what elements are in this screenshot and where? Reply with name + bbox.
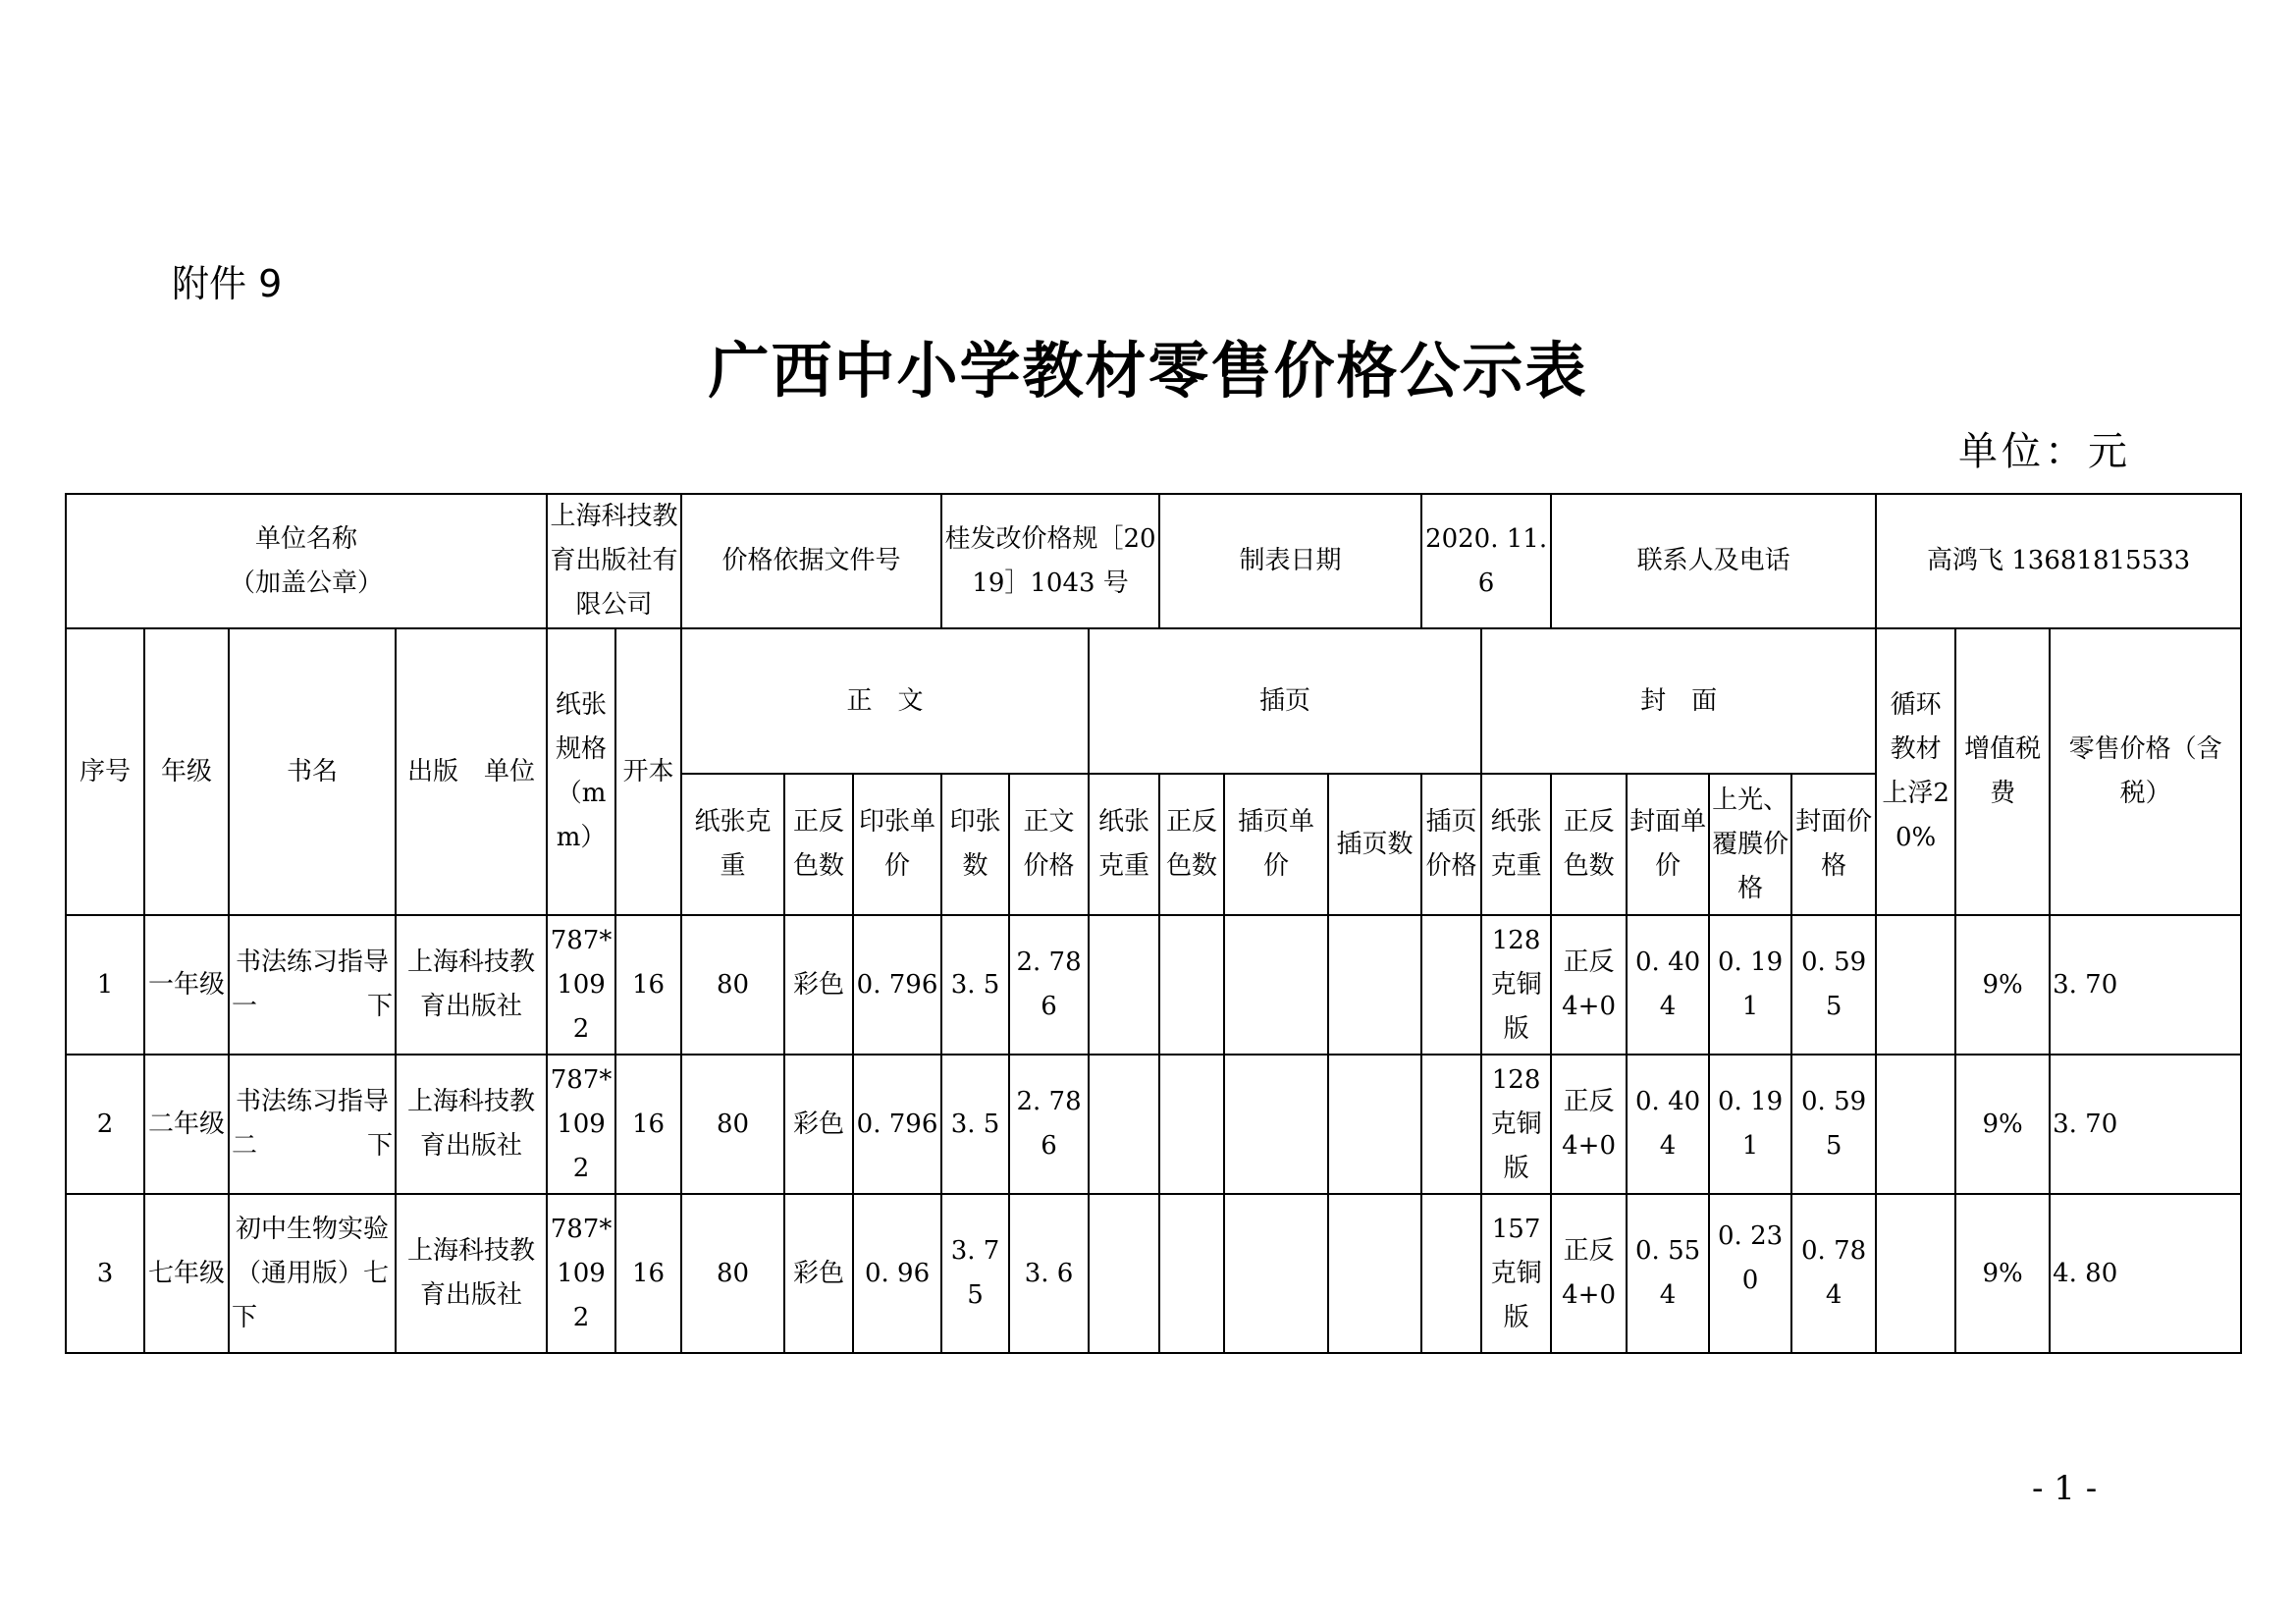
cell-cover-lamination: 0. 191 xyxy=(1709,1055,1791,1194)
col-cover-unit-price: 封面单价 xyxy=(1627,774,1709,915)
cell-cover-price: 0. 784 xyxy=(1791,1194,1876,1353)
cell-retail: 3. 70 xyxy=(2050,915,2241,1055)
cell-format: 16 xyxy=(615,1055,681,1194)
cell-cover-lamination: 0. 230 xyxy=(1709,1194,1791,1353)
cell-grade: 一年级 xyxy=(144,915,229,1055)
col-paper-spec: 纸张规格（mm） xyxy=(547,628,615,915)
col-retail: 零售价格（含税） xyxy=(2050,628,2241,915)
cell-cover-unit-price: 0. 404 xyxy=(1627,1055,1709,1194)
cell-vat: 9% xyxy=(1955,1194,2050,1353)
header-row-1 xyxy=(66,628,2241,774)
cell-insert-colors xyxy=(1159,1194,1224,1353)
cell-spec: 787*1092 xyxy=(547,1194,615,1353)
cell-seq: 3 xyxy=(66,1194,144,1353)
page-number: - 1 - xyxy=(2032,1469,2098,1508)
price-table xyxy=(65,493,2242,1354)
cell-cover-colors: 正反 4+0 xyxy=(1551,1194,1627,1353)
info-row xyxy=(66,494,2241,628)
cell-insert-price xyxy=(1421,1194,1481,1353)
cell-retail: 4. 80 xyxy=(2050,1194,2241,1353)
cell-book: 初中生物实验（通用版）七下 xyxy=(229,1194,396,1353)
cell-cover-weight: 128 克铜版 xyxy=(1481,1055,1551,1194)
cell-seq: 2 xyxy=(66,1055,144,1194)
cell-cover-price: 0. 595 xyxy=(1791,915,1876,1055)
annex-label: 附件 9 xyxy=(172,262,283,305)
col-insert-weight: 纸张克重 xyxy=(1089,774,1159,915)
col-insert-count: 插页数 xyxy=(1328,774,1421,915)
document-title: 广西中小学教材零售价格公示表 xyxy=(708,335,1588,406)
cell-publisher: 上海科技教育出版社 xyxy=(396,1194,547,1353)
cell-cover-price: 0. 595 xyxy=(1791,1055,1876,1194)
col-cycle: 循环教材上浮20% xyxy=(1876,628,1955,915)
cell-format: 16 xyxy=(615,1194,681,1353)
col-grade: 年级 xyxy=(144,628,229,915)
cell-text-price: 2. 786 xyxy=(1009,915,1089,1055)
cell-cover-unit-price: 0. 404 xyxy=(1627,915,1709,1055)
basis-label: 价格依据文件号 xyxy=(681,494,941,628)
contact-label: 联系人及电话 xyxy=(1551,494,1876,628)
group-text: 正 文 xyxy=(681,628,1089,774)
group-insert: 插页 xyxy=(1089,628,1481,774)
cell-text-sheets: 3. 5 xyxy=(941,1055,1009,1194)
cell-text-colors: 彩色 xyxy=(784,1194,853,1353)
cell-insert-weight xyxy=(1089,1055,1159,1194)
cell-grade: 七年级 xyxy=(144,1194,229,1353)
col-vat: 增值税费 xyxy=(1955,628,2050,915)
cell-cover-colors: 正反 4+0 xyxy=(1551,915,1627,1055)
cell-insert-price xyxy=(1421,915,1481,1055)
cell-cover-weight: 128 克铜版 xyxy=(1481,915,1551,1055)
table-row xyxy=(66,915,2241,1055)
table-row xyxy=(66,1055,2241,1194)
basis-value: 桂发改价格规［2019］1043 号 xyxy=(941,494,1159,628)
unit-name-label xyxy=(66,494,547,628)
cell-text-unit-price: 0. 796 xyxy=(853,1055,941,1194)
cell-text-sheets: 3. 5 xyxy=(941,915,1009,1055)
col-insert-price: 插页价格 xyxy=(1421,774,1481,915)
cell-text-price: 2. 786 xyxy=(1009,1055,1089,1194)
cell-insert-weight xyxy=(1089,1194,1159,1353)
date-value: 2020. 11. 6 xyxy=(1421,494,1551,628)
col-cover-lamination: 上光、覆膜价格 xyxy=(1709,774,1791,915)
col-cover-colors: 正反色数 xyxy=(1551,774,1627,915)
cell-book: 书法练习指导 二下 xyxy=(229,1055,396,1194)
cell-insert-price xyxy=(1421,1055,1481,1194)
cell-insert-count xyxy=(1328,1055,1421,1194)
cell-cover-unit-price: 0. 554 xyxy=(1627,1194,1709,1353)
cell-spec: 787*1092 xyxy=(547,915,615,1055)
cell-format: 16 xyxy=(615,915,681,1055)
col-cover-weight: 纸张克重 xyxy=(1481,774,1551,915)
col-insert-unit-price: 插页单价 xyxy=(1224,774,1328,915)
col-text-colors: 正反色数 xyxy=(784,774,853,915)
cell-text-price: 3. 6 xyxy=(1009,1194,1089,1353)
unit-name-value: 上海科技教育出版社有限公司 xyxy=(547,494,681,628)
col-publisher: 出版 单位 xyxy=(396,628,547,915)
group-cover: 封 面 xyxy=(1481,628,1876,774)
cell-text-weight: 80 xyxy=(681,915,784,1055)
cell-cover-lamination: 0. 191 xyxy=(1709,915,1791,1055)
col-cover-price: 封面价格 xyxy=(1791,774,1876,915)
cell-vat: 9% xyxy=(1955,915,2050,1055)
cell-text-unit-price: 0. 96 xyxy=(853,1194,941,1353)
cell-text-weight: 80 xyxy=(681,1194,784,1353)
cell-grade: 二年级 xyxy=(144,1055,229,1194)
contact-value: 高鸿飞 13681815533 xyxy=(1876,494,2241,628)
cell-insert-colors xyxy=(1159,1055,1224,1194)
col-format: 开本 xyxy=(615,628,681,915)
cell-insert-count xyxy=(1328,915,1421,1055)
cell-text-colors: 彩色 xyxy=(784,1055,853,1194)
cell-cover-weight: 157 克铜版 xyxy=(1481,1194,1551,1353)
cell-insert-count xyxy=(1328,1194,1421,1353)
cell-insert-colors xyxy=(1159,915,1224,1055)
currency-unit: 单位：元 xyxy=(1958,429,2131,474)
cell-insert-unit-price xyxy=(1224,1055,1328,1194)
col-text-weight: 纸张克重 xyxy=(681,774,784,915)
cell-publisher: 上海科技教育出版社 xyxy=(396,1055,547,1194)
col-text-price: 正文价格 xyxy=(1009,774,1089,915)
cell-cover-colors: 正反 4+0 xyxy=(1551,1055,1627,1194)
col-book: 书名 xyxy=(229,628,396,915)
cell-book: 书法练习指导 一下 xyxy=(229,915,396,1055)
col-text-unit-price: 印张单价 xyxy=(853,774,941,915)
unit-name-label-text: 单位名称 （加盖公章） xyxy=(230,523,384,598)
table-row xyxy=(66,1194,2241,1353)
cell-text-colors: 彩色 xyxy=(784,915,853,1055)
cell-publisher: 上海科技教育出版社 xyxy=(396,915,547,1055)
col-text-sheets: 印张数 xyxy=(941,774,1009,915)
cell-text-weight: 80 xyxy=(681,1055,784,1194)
cell-cycle xyxy=(1876,915,1955,1055)
cell-insert-unit-price xyxy=(1224,1194,1328,1353)
cell-text-sheets: 3. 75 xyxy=(941,1194,1009,1353)
cell-text-unit-price: 0. 796 xyxy=(853,915,941,1055)
cell-insert-unit-price xyxy=(1224,915,1328,1055)
cell-spec: 787*1092 xyxy=(547,1055,615,1194)
cell-seq: 1 xyxy=(66,915,144,1055)
date-label: 制表日期 xyxy=(1159,494,1421,628)
col-seq: 序号 xyxy=(66,628,144,915)
col-insert-colors: 正反色数 xyxy=(1159,774,1224,915)
cell-cycle xyxy=(1876,1194,1955,1353)
cell-insert-weight xyxy=(1089,915,1159,1055)
cell-cycle xyxy=(1876,1055,1955,1194)
cell-vat: 9% xyxy=(1955,1055,2050,1194)
cell-retail: 3. 70 xyxy=(2050,1055,2241,1194)
